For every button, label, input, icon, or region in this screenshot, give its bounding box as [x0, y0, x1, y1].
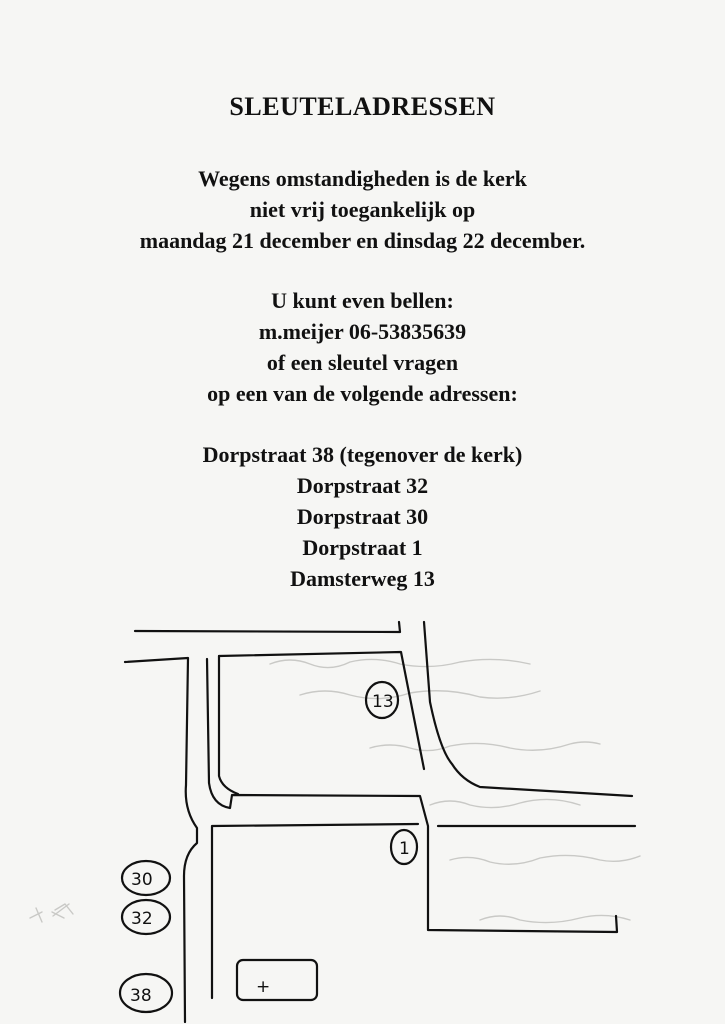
closure-notice [0, 163, 725, 256]
map-block-13 [219, 656, 238, 794]
contact-info [0, 285, 725, 409]
notice-line: niet vrij toegankelijk op [249, 197, 476, 222]
address-list [0, 439, 725, 594]
contact-line: of een sleutel vragen [266, 350, 459, 375]
label-38: 38 [130, 986, 152, 1006]
notice-line: Wegens omstandigheden is de kerk [198, 166, 527, 191]
contact-line: m.meijer 06-53835639 [258, 319, 467, 344]
church-cross-icon: + [256, 977, 271, 997]
map-road-top [135, 622, 400, 632]
map-road-west-edge [125, 658, 197, 1022]
address-item: Dorpstraat 38 (tegenover de kerk) [202, 442, 523, 467]
church-box [237, 960, 317, 1000]
map-road-east [424, 622, 632, 796]
label-30: 30 [131, 870, 153, 890]
address-item: Dorpstraat 1 [302, 535, 423, 560]
contact-line: U kunt even bellen: [271, 288, 454, 313]
hand-drawn-map [0, 600, 725, 1024]
page-title: SLEUTELADRESSEN [229, 92, 496, 121]
map-road-lower [212, 824, 418, 998]
label-13: 13 [372, 692, 394, 712]
contact-line: op een van de volgende adressen: [207, 381, 518, 406]
address-item: Damsterweg 13 [290, 566, 435, 591]
label-1: 1 [399, 839, 410, 859]
address-item: Dorpstraat 32 [296, 473, 429, 498]
notice-line: maandag 21 december en dinsdag 22 december. [139, 228, 586, 253]
map-road-west-inner [207, 659, 617, 932]
label-32: 32 [131, 909, 153, 929]
address-item: Dorpstraat 30 [296, 504, 429, 529]
